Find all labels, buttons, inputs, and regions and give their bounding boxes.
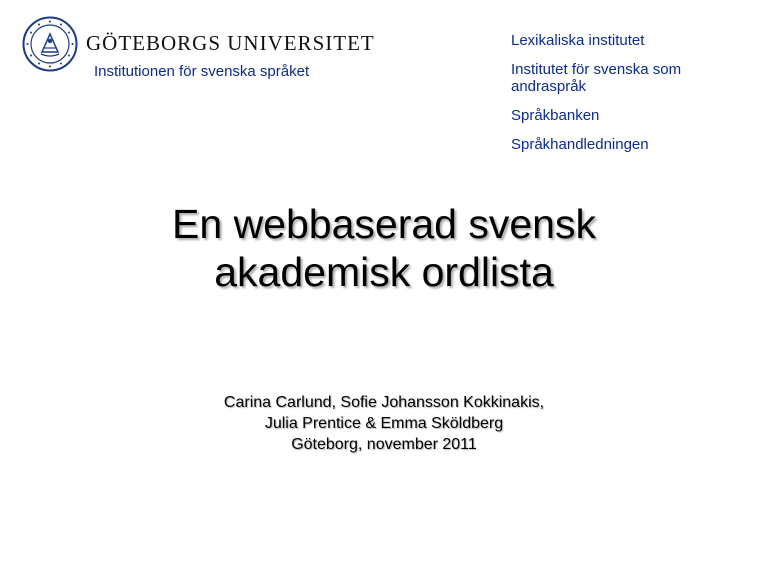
place-date: Göteborg, november 2011 xyxy=(291,436,477,453)
slide-title-line: En webbaserad svensk xyxy=(172,201,596,247)
authors-line: Julia Prentice & Emma Sköldberg xyxy=(264,415,504,432)
slide-title-line: akademisk ordlista xyxy=(214,249,554,295)
university-name: GÖTEBORGS UNIVERSITET xyxy=(86,31,375,55)
partner-list xyxy=(511,32,756,153)
partner-item[interactable]: Språkbanken xyxy=(511,107,600,124)
institution-name: Institutionen för svenska språket xyxy=(94,63,310,80)
partner-item[interactable]: Institutet för svenska som andraspråk xyxy=(511,61,682,95)
byline xyxy=(0,392,768,455)
partner-item[interactable]: Lexikaliska institutet xyxy=(511,32,645,49)
university-seal-icon xyxy=(22,16,78,72)
slide-title xyxy=(0,200,768,296)
partner-item[interactable]: Språkhandledningen xyxy=(511,136,649,153)
authors-line: Carina Carlund, Sofie Johansson Kokkinakis, xyxy=(223,394,545,411)
